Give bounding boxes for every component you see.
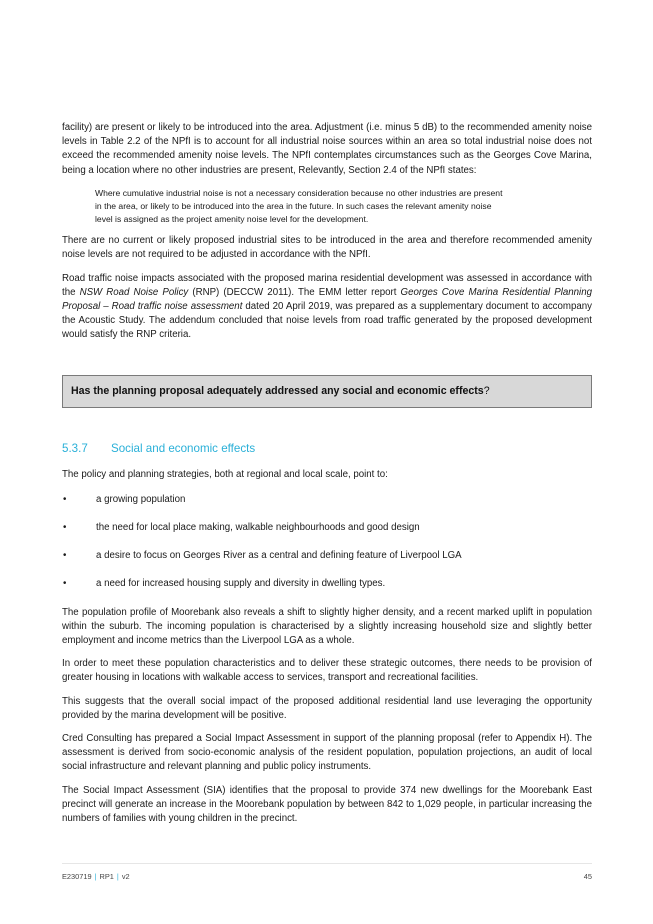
paragraph-cred-consulting: Cred Consulting has prepared a Social Impact Assessment in support of the planning proposal (refer to Appendix H). The assessment is derived from socio-economic analysis of the resident population, population projections, an audit of local social infrastructure and relevant planning and public policy instruments. — [62, 732, 592, 773]
road-text-1: Road traffic noise impacts associated with the proposed marina residential development was assessed in accordance with the — [62, 272, 592, 298]
road-report-title: Georges Cove Marina Residential Planning Proposal – Road traffic noise assessment — [62, 286, 592, 312]
paragraph-social-impact: This suggests that the overall social impact of the proposed additional residential land use leveraging the opportunity provided by the marina development will be positive. — [62, 695, 592, 721]
quote-line: Where cumulative industrial noise is not a necessary consideration because no other industries are present — [95, 187, 503, 198]
footer-report: RP1 — [99, 872, 114, 881]
footer-separator: | — [94, 872, 97, 881]
list-item — [62, 493, 592, 507]
callout-question-mark: ? — [483, 385, 490, 398]
road-text-3: dated 20 April 2019, was prepared as a supplementary document to accompany the Acoustic Study. The addendum concluded that noise levels from road traffic generated by the proposed development would satisfy the RNP criteria. — [62, 300, 592, 341]
bullet-icon: • — [63, 521, 67, 533]
footer-separator: | — [116, 872, 119, 881]
paragraph-npfi: facility) are present or likely to be introduced into the area. Adjustment (i.e. minus 5 dB) to the recommended amenity noise levels in Table 2.2 of the NPfI is to account for all industrial noise sources within an area so total industrial noise does not exceed the recommended amenity noise levels. The NPfI contemplates circumstances such as the Georges Cove Marina, being a location where no other industries are present, Relevantly, Section 2.4 of the NPfI states: — [62, 122, 592, 176]
paragraph-housing-provision: In order to meet these population characteristics and to deliver these strategic outcomes, there needs to be provision of greater housing in locations with walkable access to services, transport and recreational facilities. — [62, 658, 592, 684]
footer-divider — [62, 863, 592, 864]
section-number: 5.3.7 — [62, 441, 88, 455]
page-number: 45 — [583, 872, 592, 881]
list-item — [62, 577, 592, 591]
section-title: Social and economic effects — [111, 441, 256, 455]
list-item-text: a desire to focus on Georges River as a central and defining feature of Liverpool LGA — [96, 550, 462, 562]
list-item-text: a need for increased housing supply and diversity in dwelling types. — [96, 578, 386, 590]
section-heading — [62, 442, 592, 455]
paragraph-population-profile: The population profile of Moorebank also reveals a shift to slightly higher density, and a recent marked uplift in population within the suburb. The incoming population is characterised by a slightly increasing household size and slightly better employment and income metrics than the Liverpool LGA as a whole. — [62, 606, 592, 646]
callout-question: Has the planning proposal adequately addressed any social and economic effects — [71, 385, 484, 398]
bullet-icon: • — [63, 493, 67, 505]
quote-line: in the area, or likely to be introduced into the area in the future. In such cases the relevant amenity noise — [95, 200, 492, 211]
list-item-text: a growing population — [96, 493, 186, 505]
footer-reference — [62, 872, 130, 881]
road-policy-title: NSW Road Noise Policy — [79, 286, 189, 298]
bullet-icon: • — [63, 550, 67, 562]
footer-version: v2 — [121, 872, 130, 881]
paragraph-road-traffic — [62, 272, 592, 343]
footer-doc-id: E230719 — [62, 872, 92, 881]
paragraph-sia: The Social Impact Assessment (SIA) identifies that the proposal to provide 374 new dwellings for the Moorebank East precinct will generate an increase in the Moorebank population by between 842 to 1,029 people, in particular increasing the numbers of families with young children in the precinct. — [62, 784, 592, 824]
paragraph-intro: The policy and planning strategies, both at regional and local scale, point to: — [62, 468, 388, 480]
quote-line: level is assigned as the project amenity noise level for the development. — [95, 214, 369, 224]
road-text-2: (RNP) (DECCW 2011). The EMM letter report — [188, 286, 401, 298]
block-quote — [95, 187, 592, 226]
paragraph-no-industrial: There are no current or likely proposed industrial sites to be introduced in the area and therefore recommended amenity noise levels are not required to be adjusted in accordance with the NPfI. — [62, 235, 592, 261]
list-item — [62, 549, 592, 563]
page-footer — [62, 872, 592, 881]
bullet-list — [62, 493, 592, 592]
list-item-text: the need for local place making, walkable neighbourhoods and good design — [96, 521, 420, 533]
list-item — [62, 521, 592, 535]
document-page — [62, 121, 592, 826]
question-callout — [62, 375, 592, 408]
bullet-icon: • — [63, 578, 67, 590]
